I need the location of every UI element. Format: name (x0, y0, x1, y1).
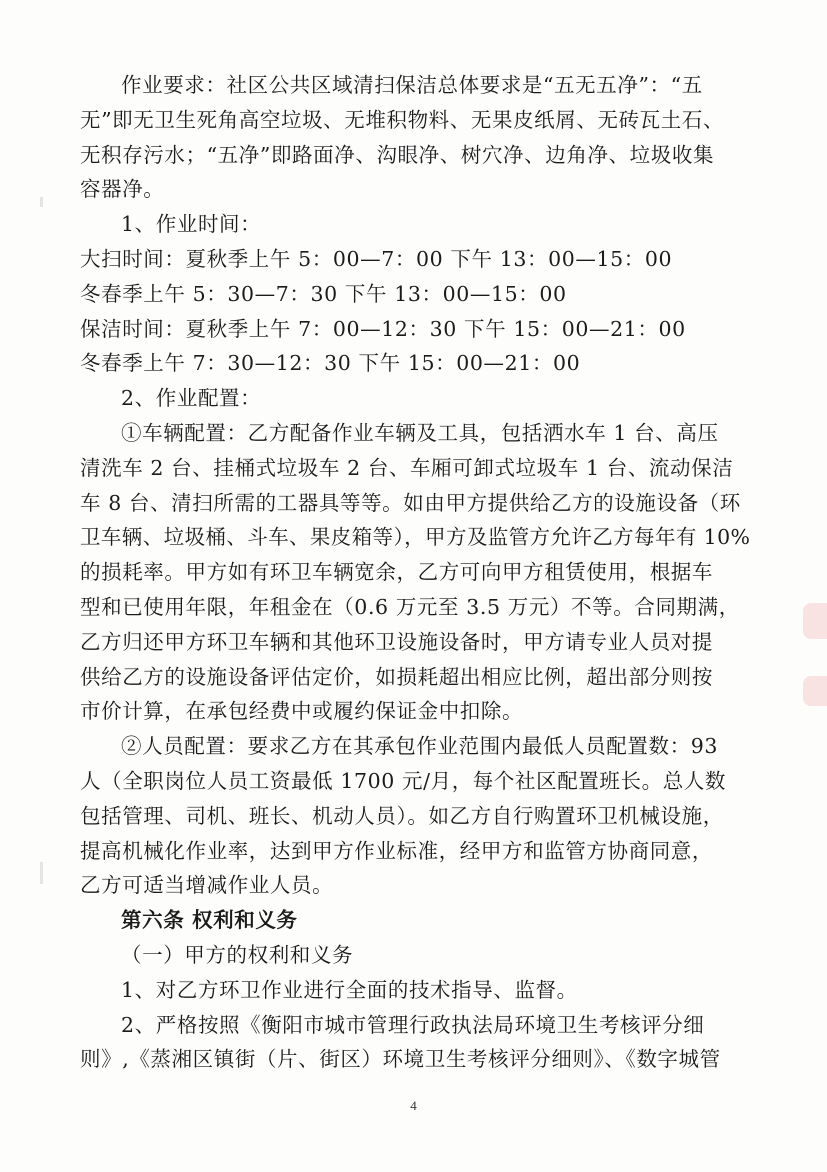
text-line: 2、作业配置： (121, 386, 262, 411)
text-line: 车 8 台、清扫所需的工器具等等。如由甲方提供给乙方的设施设备（环 (80, 490, 741, 515)
text-line: 冬春季上午 7：30—12：30 下午 15：00—21：00 (80, 351, 581, 376)
text-line: 冬春季上午 5：30—7：30 下午 13：00—15：00 (80, 281, 567, 306)
text-line: 保洁时间：夏秋季上午 7：00—12：30 下午 15：00—21：00 (80, 316, 686, 341)
text-line: 的损耗率。甲方如有环卫车辆宽余，乙方可向甲方租赁使用，根据车 (80, 560, 713, 585)
text-line: 乙方可适当增减作业人员。 (80, 873, 334, 898)
text-line: 作业要求：社区公共区域清扫保洁总体要求是“五无五净”：“五 (121, 73, 703, 97)
text-line: 容器净。 (80, 177, 165, 202)
text-line: （一）甲方的权利和义务 (121, 942, 354, 967)
text-line: 无积存污水；“五净”即路面净、沟眼净、树穴净、边角净、垃圾收集 (80, 142, 715, 167)
text-line: 乙方归还甲方环卫车辆和其他环卫设施设备时，甲方请专业人员对提 (80, 629, 713, 654)
text-line: 清洗车 2 台、挂桶式垃圾车 2 台、车厢可卸式垃圾车 1 台、流动保洁 (80, 455, 734, 480)
text-line: 则》,《蒸湘区镇街（片、街区）环境卫生考核评分细则》、《数字城管 (80, 1047, 721, 1072)
scan-edge-mark (40, 862, 43, 884)
document-body (80, 68, 750, 1077)
text-line: 型和已使用年限，年租金在（0.6 万元至 3.5 万元）不等。合同期满， (80, 594, 740, 619)
seal-fragment-mark (803, 603, 827, 639)
text-line: 卫车辆、垃圾桶、斗车、果皮箱等），甲方及监管方允许乙方每年有 10% (80, 525, 751, 550)
text-line: 1、作业时间： (121, 212, 262, 237)
page-number: 4 (410, 1098, 417, 1113)
seal-fragment-mark (803, 676, 827, 706)
text-line: 大扫时间：夏秋季上午 5：00—7：00 下午 13：00—15：00 (80, 246, 673, 271)
section-heading: 第六条 权利和义务 (121, 908, 298, 933)
text-line: 2、严格按照《衡阳市城市管理行政执法局环境卫生考核评分细 (121, 1012, 705, 1037)
text-line: 包括管理、司机、班长、机动人员）。如乙方自行购置环卫机械设施， (80, 803, 724, 828)
text-line: ②人员配置：要求乙方在其承包作业范围内最低人员配置数：93 (121, 734, 718, 759)
text-line: ①车辆配置：乙方配备作业车辆及工具，包括洒水车 1 台、高压 (121, 420, 719, 445)
text-line: 人（全职岗位人员工资最低 1700 元/月，每个社区配置班长。总人数 (80, 768, 727, 793)
text-line: 提高机械化作业率，达到甲方作业标准，经甲方和监管方协商同意， (80, 838, 713, 863)
text-line: 无”即无卫生死角高空垃圾、无堆积物料、无果皮纸屑、无砖瓦土石、 (80, 107, 725, 132)
text-line: 供给乙方的设施设备评估定价，如损耗超出相应比例，超出部分则按 (80, 664, 713, 689)
text-line: 市价计算，在承包经费中或履约保证金中扣除。 (80, 699, 524, 724)
text-line: 1、对乙方环卫作业进行全面的技术指导、监督。 (121, 977, 578, 1002)
scan-edge-mark (40, 197, 43, 207)
